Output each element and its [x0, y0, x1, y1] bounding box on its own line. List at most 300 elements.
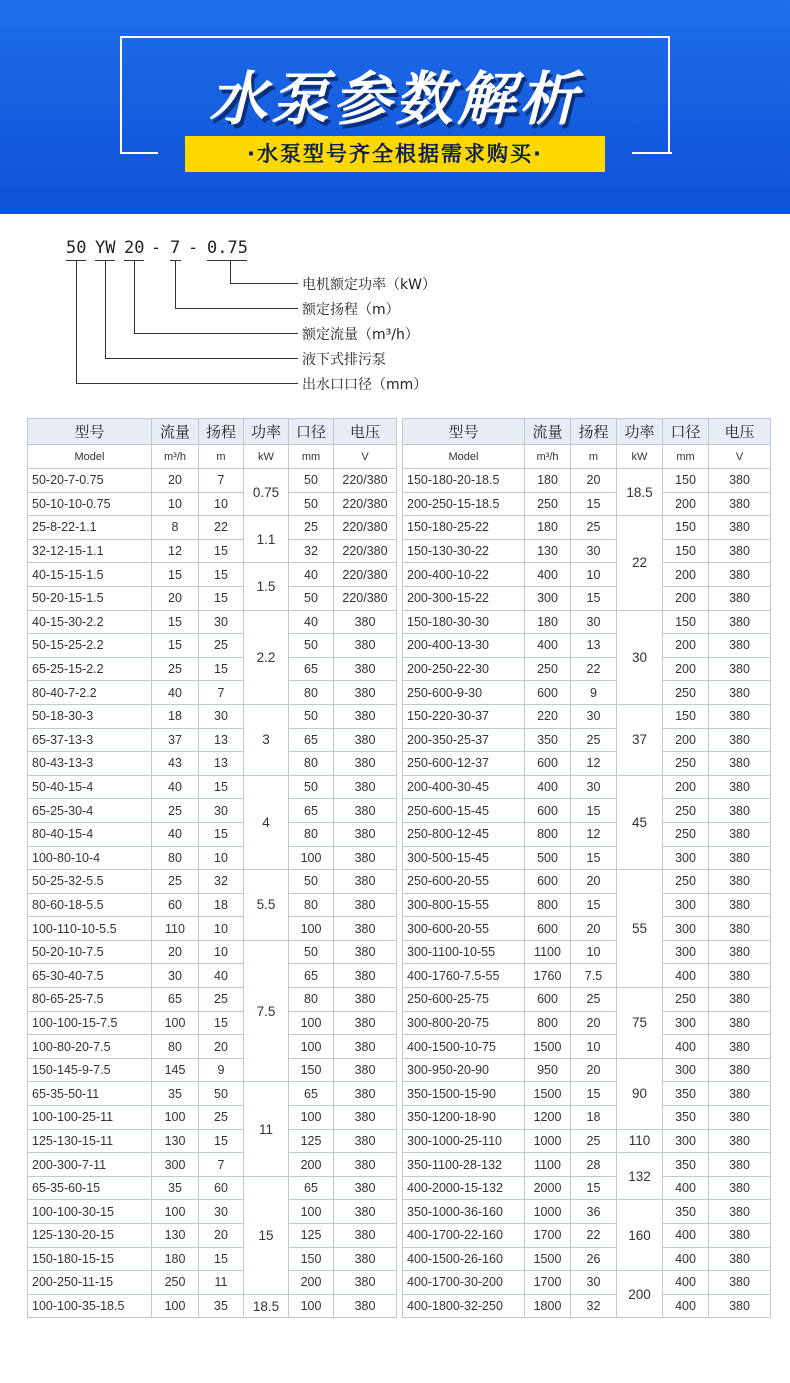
- banner-title: 水泵参数解析: [208, 65, 581, 133]
- diameter-cell: 200: [663, 657, 709, 681]
- table-row: [403, 964, 771, 988]
- table-row: [28, 1153, 397, 1177]
- head-cell: 9: [199, 1058, 244, 1082]
- diameter-cell: 150: [663, 610, 709, 634]
- voltage-cell: 380: [334, 752, 397, 776]
- flow-cell: 20: [152, 469, 199, 493]
- diameter-cell: 80: [289, 681, 334, 705]
- diameter-cell: 250: [663, 752, 709, 776]
- model-cell: 100-100-15-7.5: [28, 1011, 152, 1035]
- power-cell: 55: [617, 870, 663, 988]
- table-row: [403, 728, 771, 752]
- model-cell: 400-1760-7.5-55: [403, 964, 525, 988]
- table-row: [403, 469, 771, 493]
- voltage-cell: 380: [334, 704, 397, 728]
- head-cell: 15: [571, 799, 617, 823]
- model-cell: 400-1500-26-160: [403, 1247, 525, 1271]
- diameter-cell: 200: [663, 634, 709, 658]
- diameter-cell: 400: [663, 1247, 709, 1271]
- diameter-cell: 400: [663, 964, 709, 988]
- power-cell: 160: [617, 1200, 663, 1271]
- diameter-cell: 100: [289, 846, 334, 870]
- diameter-cell: 300: [663, 846, 709, 870]
- flow-cell: 35: [152, 1176, 199, 1200]
- table-row: [403, 893, 771, 917]
- voltage-cell: 380: [709, 1082, 771, 1106]
- flow-cell: 20: [152, 940, 199, 964]
- voltage-cell: 220/380: [334, 516, 397, 540]
- header-cell: 扬程: [199, 419, 244, 445]
- flow-cell: 600: [525, 681, 571, 705]
- table-row: [28, 657, 397, 681]
- flow-cell: 60: [152, 893, 199, 917]
- table-row: [28, 704, 397, 728]
- model-cell: 65-25-15-2.2: [28, 657, 152, 681]
- head-cell: 30: [571, 775, 617, 799]
- table-header-row: [28, 419, 397, 445]
- flow-cell: 1500: [525, 1035, 571, 1059]
- table-row: [403, 1153, 771, 1177]
- flow-cell: 300: [525, 586, 571, 610]
- power-cell: 4: [244, 775, 289, 869]
- flow-cell: 600: [525, 870, 571, 894]
- leader-flow-v: [134, 260, 135, 333]
- head-cell: 15: [199, 586, 244, 610]
- table-row: [28, 1294, 397, 1318]
- model-cell: 32-12-15-1.1: [28, 539, 152, 563]
- head-cell: 25: [571, 1129, 617, 1153]
- model-cell: 300-500-15-45: [403, 846, 525, 870]
- head-cell: 30: [571, 610, 617, 634]
- header-cell: 口径: [289, 419, 334, 445]
- model-cell: 250-600-20-55: [403, 870, 525, 894]
- banner-subtitle: ·水泵型号齐全根据需求购买·: [185, 136, 605, 172]
- model-cell: 250-600-25-75: [403, 988, 525, 1012]
- voltage-cell: 380: [334, 775, 397, 799]
- unit-cell: kW: [617, 445, 663, 469]
- head-cell: 7: [199, 1153, 244, 1177]
- model-cell: 150-145-9-7.5: [28, 1058, 152, 1082]
- head-cell: 20: [199, 1035, 244, 1059]
- diameter-cell: 65: [289, 964, 334, 988]
- flow-cell: 100: [152, 1200, 199, 1224]
- head-cell: 15: [571, 492, 617, 516]
- power-cell: 45: [617, 775, 663, 869]
- flow-cell: 37: [152, 728, 199, 752]
- diameter-cell: 400: [663, 1176, 709, 1200]
- voltage-cell: 380: [334, 1153, 397, 1177]
- label-rated-flow: 额定流量（m³/h）: [302, 327, 419, 343]
- model-cell: 50-40-15-4: [28, 775, 152, 799]
- spec-table-left: [27, 418, 397, 1318]
- table-row: [28, 964, 397, 988]
- voltage-cell: 380: [709, 1294, 771, 1318]
- voltage-cell: 380: [709, 634, 771, 658]
- table-row: [403, 846, 771, 870]
- diameter-cell: 200: [663, 775, 709, 799]
- header-cell: 电压: [334, 419, 397, 445]
- flow-cell: 500: [525, 846, 571, 870]
- diameter-cell: 300: [663, 1011, 709, 1035]
- head-cell: 40: [199, 964, 244, 988]
- voltage-cell: 220/380: [334, 563, 397, 587]
- diameter-cell: 350: [663, 1106, 709, 1130]
- table-row: [403, 917, 771, 941]
- unit-cell: V: [334, 445, 397, 469]
- model-cell: 80-60-18-5.5: [28, 893, 152, 917]
- model-code-legend: [0, 230, 790, 400]
- voltage-cell: 380: [334, 940, 397, 964]
- flow-cell: 400: [525, 775, 571, 799]
- head-cell: 30: [199, 1200, 244, 1224]
- code-type: YW: [95, 238, 116, 258]
- unit-cell: mm: [289, 445, 334, 469]
- diameter-cell: 50: [289, 870, 334, 894]
- head-cell: 22: [199, 516, 244, 540]
- diameter-cell: 350: [663, 1200, 709, 1224]
- head-cell: 10: [571, 1035, 617, 1059]
- voltage-cell: 380: [709, 469, 771, 493]
- model-cell: 200-400-30-45: [403, 775, 525, 799]
- voltage-cell: 380: [709, 1247, 771, 1271]
- flow-cell: 130: [525, 539, 571, 563]
- model-cell: 100-80-20-7.5: [28, 1035, 152, 1059]
- flow-cell: 25: [152, 799, 199, 823]
- head-cell: 15: [571, 846, 617, 870]
- diameter-cell: 200: [663, 586, 709, 610]
- diameter-cell: 200: [289, 1271, 334, 1295]
- flow-cell: 2000: [525, 1176, 571, 1200]
- table-row: [28, 1176, 397, 1200]
- table-row: [28, 752, 397, 776]
- flow-cell: 1200: [525, 1106, 571, 1130]
- voltage-cell: 380: [334, 1106, 397, 1130]
- flow-cell: 12: [152, 539, 199, 563]
- power-cell: 22: [617, 516, 663, 610]
- flow-cell: 1500: [525, 1082, 571, 1106]
- voltage-cell: 380: [334, 822, 397, 846]
- head-cell: 7: [199, 681, 244, 705]
- voltage-cell: 380: [334, 1129, 397, 1153]
- power-cell: 75: [617, 988, 663, 1059]
- flow-cell: 300: [152, 1153, 199, 1177]
- voltage-cell: 380: [334, 634, 397, 658]
- table-row: [403, 1224, 771, 1248]
- table-row: [403, 1082, 771, 1106]
- diameter-cell: 25: [289, 516, 334, 540]
- head-cell: 32: [571, 1294, 617, 1318]
- table-row: [28, 492, 397, 516]
- head-cell: 22: [571, 657, 617, 681]
- head-cell: 15: [199, 775, 244, 799]
- head-cell: 13: [199, 752, 244, 776]
- table-row: [28, 1247, 397, 1271]
- voltage-cell: 380: [334, 1058, 397, 1082]
- model-cell: 100-110-10-5.5: [28, 917, 152, 941]
- model-cell: 50-15-25-2.2: [28, 634, 152, 658]
- head-cell: 10: [199, 917, 244, 941]
- flow-cell: 130: [152, 1224, 199, 1248]
- head-cell: 10: [199, 846, 244, 870]
- flow-cell: 65: [152, 988, 199, 1012]
- table-row: [28, 870, 397, 894]
- table-row: [403, 799, 771, 823]
- head-cell: 30: [199, 610, 244, 634]
- model-cell: 200-250-22-30: [403, 657, 525, 681]
- model-cell: 125-130-15-11: [28, 1129, 152, 1153]
- table-unit-row: [403, 445, 771, 469]
- diameter-cell: 150: [289, 1247, 334, 1271]
- voltage-cell: 380: [709, 1129, 771, 1153]
- leader-type-h: [105, 358, 298, 359]
- table-row: [28, 1011, 397, 1035]
- voltage-cell: 380: [334, 657, 397, 681]
- diameter-cell: 250: [663, 799, 709, 823]
- diameter-cell: 300: [663, 893, 709, 917]
- power-cell: 90: [617, 1058, 663, 1129]
- voltage-cell: 380: [334, 610, 397, 634]
- voltage-cell: 380: [709, 1224, 771, 1248]
- banner-frame-corner-right: [632, 152, 672, 154]
- head-cell: 11: [199, 1271, 244, 1295]
- table-row: [28, 988, 397, 1012]
- table-row: [403, 1129, 771, 1153]
- model-cell: 80-40-7-2.2: [28, 681, 152, 705]
- flow-cell: 220: [525, 704, 571, 728]
- model-cell: 50-20-7-0.75: [28, 469, 152, 493]
- head-cell: 25: [571, 988, 617, 1012]
- voltage-cell: 380: [709, 1271, 771, 1295]
- table-row: [28, 893, 397, 917]
- table-row: [403, 516, 771, 540]
- table-row: [403, 822, 771, 846]
- model-cell: 80-43-13-3: [28, 752, 152, 776]
- voltage-cell: 380: [334, 1082, 397, 1106]
- flow-cell: 10: [152, 492, 199, 516]
- flow-cell: 1700: [525, 1271, 571, 1295]
- diameter-cell: 350: [663, 1153, 709, 1177]
- model-cell: 50-20-10-7.5: [28, 940, 152, 964]
- model-cell: 300-800-15-55: [403, 893, 525, 917]
- table-row: [403, 492, 771, 516]
- head-cell: 18: [199, 893, 244, 917]
- spec-table-right: [402, 418, 771, 1318]
- flow-cell: 1000: [525, 1129, 571, 1153]
- model-cell: 200-350-25-37: [403, 728, 525, 752]
- table-row: [403, 1176, 771, 1200]
- head-cell: 32: [199, 870, 244, 894]
- voltage-cell: 380: [709, 586, 771, 610]
- banner-frame-corner-left: [120, 152, 158, 154]
- flow-cell: 180: [525, 610, 571, 634]
- code-power: 0.75: [207, 238, 248, 258]
- head-cell: 26: [571, 1247, 617, 1271]
- table-row: [403, 586, 771, 610]
- diameter-cell: 125: [289, 1224, 334, 1248]
- model-cell: 400-1700-22-160: [403, 1224, 525, 1248]
- voltage-cell: 380: [334, 1224, 397, 1248]
- flow-cell: 25: [152, 657, 199, 681]
- table-header-row: [403, 419, 771, 445]
- leader-outlet-h: [76, 383, 298, 384]
- head-cell: 60: [199, 1176, 244, 1200]
- model-cell: 200-400-10-22: [403, 563, 525, 587]
- voltage-cell: 380: [709, 657, 771, 681]
- leader-head-v: [175, 260, 176, 308]
- voltage-cell: 380: [709, 1058, 771, 1082]
- voltage-cell: 380: [709, 846, 771, 870]
- table-row: [28, 539, 397, 563]
- power-cell: 11: [244, 1082, 289, 1176]
- table-row: [28, 563, 397, 587]
- diameter-cell: 65: [289, 1176, 334, 1200]
- model-cell: 50-20-15-1.5: [28, 586, 152, 610]
- diameter-cell: 100: [289, 1106, 334, 1130]
- diameter-cell: 80: [289, 822, 334, 846]
- header-cell: 流量: [152, 419, 199, 445]
- diameter-cell: 50: [289, 586, 334, 610]
- model-cell: 250-800-12-45: [403, 822, 525, 846]
- table-row: [28, 846, 397, 870]
- head-cell: 7: [199, 469, 244, 493]
- table-row: [403, 870, 771, 894]
- voltage-cell: 380: [334, 893, 397, 917]
- voltage-cell: 220/380: [334, 539, 397, 563]
- flow-cell: 1100: [525, 940, 571, 964]
- voltage-cell: 380: [709, 775, 771, 799]
- head-cell: 28: [571, 1153, 617, 1177]
- code-dash-1: -: [151, 238, 162, 258]
- diameter-cell: 250: [663, 822, 709, 846]
- model-cell: 80-40-15-4: [28, 822, 152, 846]
- diameter-cell: 150: [663, 704, 709, 728]
- flow-cell: 18: [152, 704, 199, 728]
- model-cell: 300-800-20-75: [403, 1011, 525, 1035]
- table-row: [403, 775, 771, 799]
- flow-cell: 400: [525, 634, 571, 658]
- table-row: [28, 775, 397, 799]
- head-cell: 25: [571, 728, 617, 752]
- table-row: [28, 728, 397, 752]
- unit-cell: m³/h: [525, 445, 571, 469]
- diameter-cell: 50: [289, 634, 334, 658]
- diameter-cell: 300: [663, 917, 709, 941]
- flow-cell: 15: [152, 563, 199, 587]
- flow-cell: 20: [152, 586, 199, 610]
- label-pump-type: 液下式排污泵: [302, 352, 386, 368]
- head-cell: 15: [571, 893, 617, 917]
- model-cell: 350-1200-18-90: [403, 1106, 525, 1130]
- head-cell: 12: [571, 822, 617, 846]
- head-cell: 25: [571, 516, 617, 540]
- table-row: [403, 1011, 771, 1035]
- diameter-cell: 200: [289, 1153, 334, 1177]
- power-cell: 18.5: [244, 1294, 289, 1318]
- table-row: [403, 1106, 771, 1130]
- table-row: [28, 1129, 397, 1153]
- model-cell: 40-15-30-2.2: [28, 610, 152, 634]
- underline-power: [207, 260, 247, 261]
- power-cell: 0.75: [244, 469, 289, 516]
- power-cell: 5.5: [244, 870, 289, 941]
- head-cell: 10: [199, 940, 244, 964]
- model-cell: 80-65-25-7.5: [28, 988, 152, 1012]
- table-row: [28, 516, 397, 540]
- model-cell: 200-300-15-22: [403, 586, 525, 610]
- diameter-cell: 250: [663, 870, 709, 894]
- diameter-cell: 100: [289, 1035, 334, 1059]
- diameter-cell: 250: [663, 988, 709, 1012]
- head-cell: 20: [571, 1011, 617, 1035]
- voltage-cell: 380: [334, 728, 397, 752]
- table-row: [28, 940, 397, 964]
- diameter-cell: 400: [663, 1294, 709, 1318]
- flow-cell: 1700: [525, 1224, 571, 1248]
- header-cell: 扬程: [571, 419, 617, 445]
- voltage-cell: 380: [334, 917, 397, 941]
- model-cell: 25-8-22-1.1: [28, 516, 152, 540]
- voltage-cell: 380: [709, 822, 771, 846]
- diameter-cell: 50: [289, 492, 334, 516]
- table-row: [403, 1294, 771, 1318]
- diameter-cell: 350: [663, 1082, 709, 1106]
- banner: [0, 0, 790, 214]
- flow-cell: 950: [525, 1058, 571, 1082]
- table-row: [403, 610, 771, 634]
- unit-cell: Model: [403, 445, 525, 469]
- diameter-cell: 150: [289, 1058, 334, 1082]
- model-cell: 100-100-30-15: [28, 1200, 152, 1224]
- head-cell: 20: [571, 1058, 617, 1082]
- flow-cell: 40: [152, 775, 199, 799]
- header-cell: 口径: [663, 419, 709, 445]
- head-cell: 35: [199, 1294, 244, 1318]
- leader-head-h: [175, 308, 298, 309]
- diameter-cell: 40: [289, 563, 334, 587]
- flow-cell: 180: [525, 516, 571, 540]
- diameter-cell: 300: [663, 940, 709, 964]
- voltage-cell: 380: [334, 988, 397, 1012]
- flow-cell: 1000: [525, 1200, 571, 1224]
- voltage-cell: 380: [709, 1011, 771, 1035]
- voltage-cell: 380: [709, 492, 771, 516]
- unit-cell: V: [709, 445, 771, 469]
- power-cell: 15: [244, 1176, 289, 1294]
- head-cell: 20: [571, 917, 617, 941]
- voltage-cell: 380: [709, 1035, 771, 1059]
- diameter-cell: 150: [663, 469, 709, 493]
- power-cell: 18.5: [617, 469, 663, 516]
- head-cell: 22: [571, 1224, 617, 1248]
- diameter-cell: 400: [663, 1224, 709, 1248]
- model-cell: 350-1100-28-132: [403, 1153, 525, 1177]
- diameter-cell: 50: [289, 940, 334, 964]
- head-cell: 30: [199, 704, 244, 728]
- flow-cell: 25: [152, 870, 199, 894]
- head-cell: 20: [199, 1224, 244, 1248]
- header-cell: 流量: [525, 419, 571, 445]
- flow-cell: 1100: [525, 1153, 571, 1177]
- head-cell: 15: [199, 563, 244, 587]
- flow-cell: 100: [152, 1106, 199, 1130]
- model-cell: 50-18-30-3: [28, 704, 152, 728]
- table-row: [403, 657, 771, 681]
- table-row: [28, 681, 397, 705]
- model-cell: 40-15-15-1.5: [28, 563, 152, 587]
- head-cell: 15: [199, 539, 244, 563]
- diameter-cell: 125: [289, 1129, 334, 1153]
- table-row: [403, 704, 771, 728]
